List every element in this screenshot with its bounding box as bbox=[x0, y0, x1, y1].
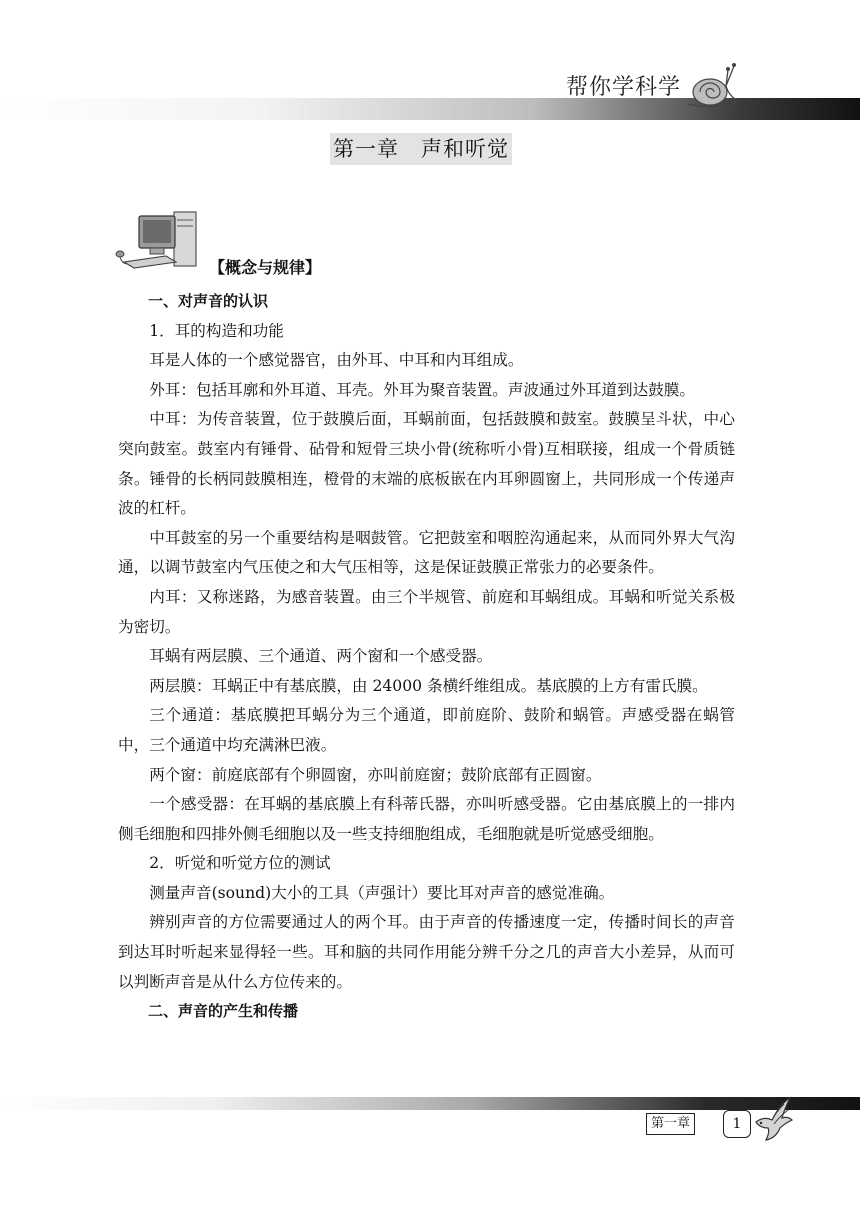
dove-icon bbox=[750, 1094, 794, 1144]
paragraph: 耳蜗有两层膜、三个通道、两个窗和一个感受器。 bbox=[149, 647, 493, 666]
paragraph: 中耳鼓室的另一个重要结构是咽鼓管。它把鼓室和咽腔沟通起来，从而同外界大气沟通，以调节鼓室内气压使之和大气压相等，这是保证鼓膜正常张力的必要条件。 bbox=[118, 528, 735, 577]
paragraph: 内耳：又称迷路，为感音装置。由三个半规管、前庭和耳蜗组成。耳蜗和听觉关系极为密切。 bbox=[118, 587, 735, 636]
section-title: 一、对声音的认识 bbox=[148, 292, 269, 310]
paragraph: 一个感受器：在耳蜗的基底膜上有科蒂氏器，亦叫听感受器。它由基底膜上的一排内侧毛细胞和四排外侧毛细胞以及一些支持细胞组成，毛细胞就是听觉感受细胞。 bbox=[118, 795, 735, 843]
paragraph: 耳是人体的一个感觉器官，由外耳、中耳和内耳组成。 bbox=[149, 351, 524, 370]
paragraph: 两层膜：耳蜗正中有基底膜，由 24000 条横纤维组成。基底膜的上方有雷氏膜。 bbox=[149, 676, 708, 695]
snail-icon bbox=[682, 60, 740, 110]
paragraph: 三个通道：基底膜把耳蜗分为三个通道，即前庭阶、鼓阶和蜗管。声感受器在蜗管中，三个通道中均充满淋巴液。 bbox=[118, 706, 735, 754]
document-body bbox=[118, 287, 735, 1027]
paragraph: 1．耳的构造和功能 bbox=[149, 321, 284, 340]
paragraph: 外耳：包括耳廓和外耳道、耳壳。外耳为聚音装置。声波通过外耳道到达鼓膜。 bbox=[149, 380, 695, 399]
paragraph: 两个窗：前庭底部有个卵圆窗，亦叫前庭窗；鼓阶底部有正圆窗。 bbox=[149, 765, 602, 784]
paragraph: 中耳：为传音装置，位于鼓膜后面，耳蜗前面，包括鼓膜和鼓室。鼓膜呈斗状，中心突向鼓室。鼓室内有锤骨、砧骨和短骨三块小骨(统称听小骨)互相联接，组成一个骨质链条。锤骨的长柄同鼓膜相连，橙骨的末端的底板嵌在内耳卵圆窗上，共同形成一个传递声波的杠杆。 bbox=[118, 410, 735, 518]
page-number: 1 bbox=[723, 1110, 751, 1138]
chapter-title: 第一章 声和听觉 bbox=[330, 133, 512, 165]
section-heading: 【概念与规律】 bbox=[209, 258, 322, 277]
footer-bar bbox=[0, 1097, 860, 1110]
paragraph: 测量声音(sound)大小的工具（声强计）要比耳对声音的感觉准确。 bbox=[149, 883, 615, 902]
paragraph: 2．听觉和听觉方位的测试 bbox=[149, 854, 331, 873]
header-brand: 帮你学科学 bbox=[566, 75, 682, 100]
computer-icon bbox=[114, 210, 214, 272]
footer-chapter-label: 第一章 bbox=[646, 1113, 695, 1135]
section-title: 二、声音的产生和传播 bbox=[148, 1002, 299, 1021]
paragraph: 辨别声音的方位需要通过人的两个耳。由于声音的传播速度一定，传播时间长的声音到达耳时听起来显得轻一些。耳和脑的共同作用能分辨千分之几的声音大小差异，从而可以判断声音是从什么方位传来的。 bbox=[118, 913, 735, 991]
